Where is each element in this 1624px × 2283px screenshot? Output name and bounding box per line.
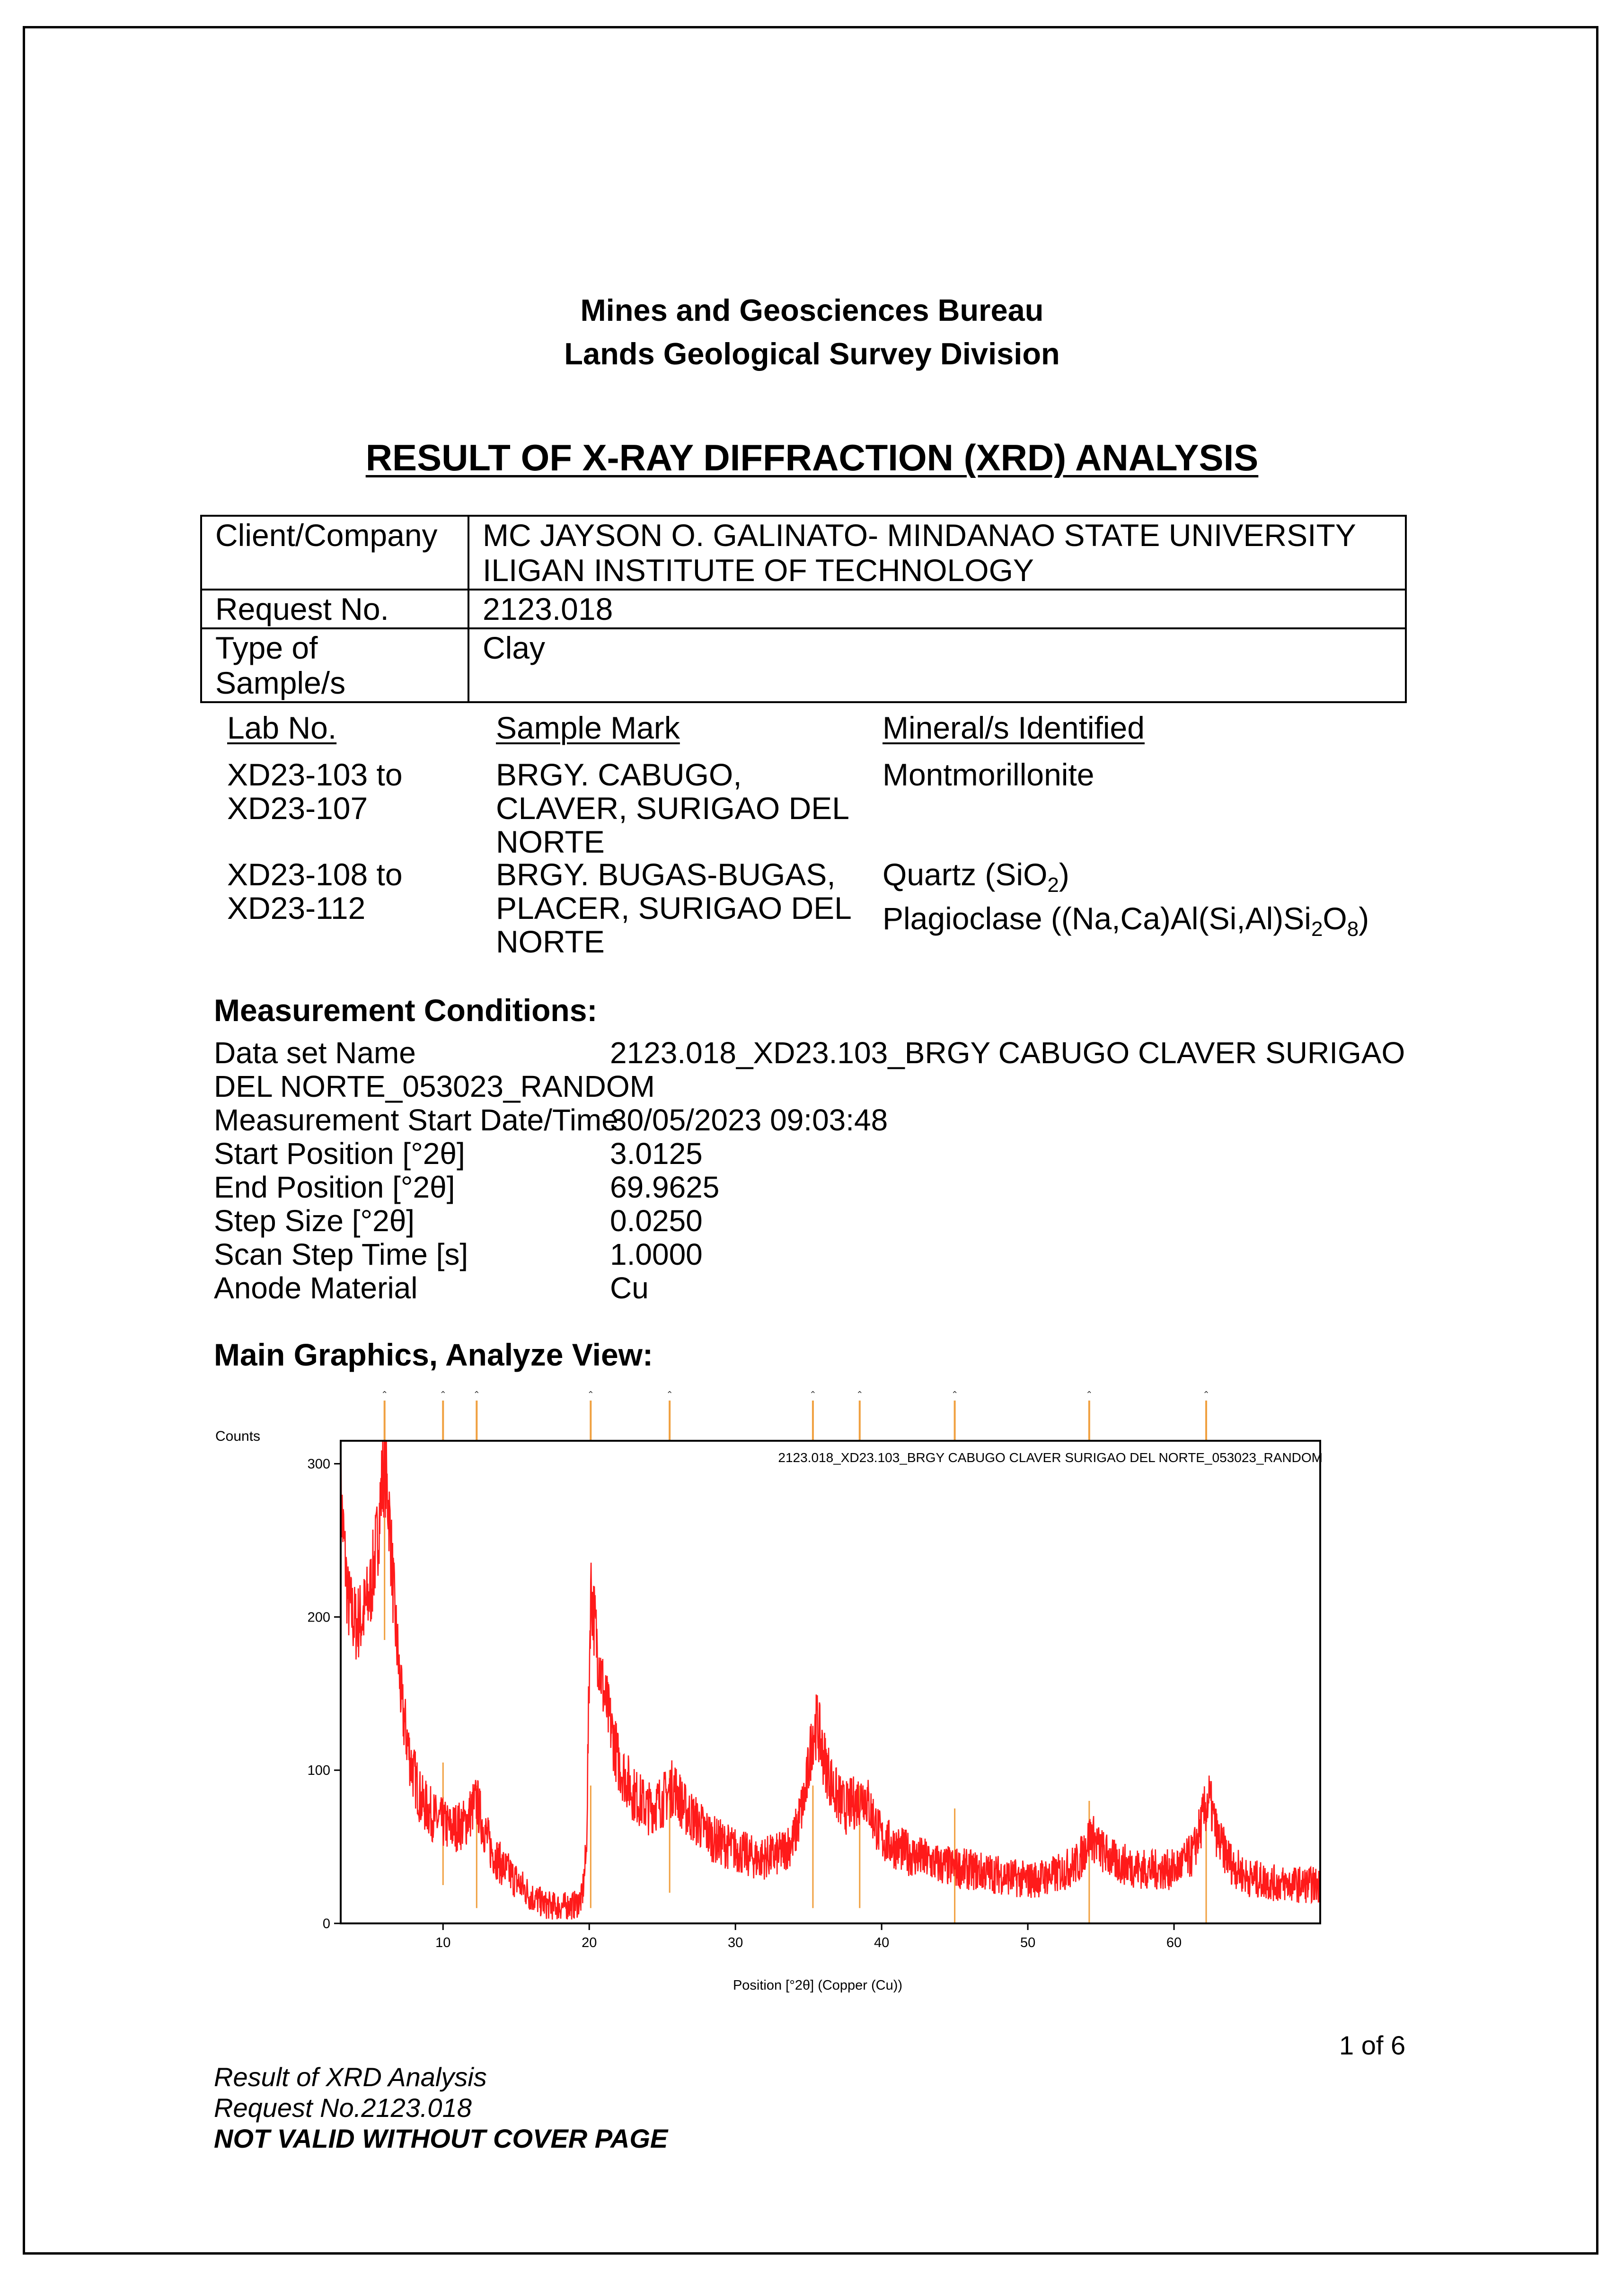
x-tick-label: 40: [874, 1935, 890, 1950]
reference-peak-flag: ⌃: [666, 1390, 673, 1399]
y-tick-label: 300: [307, 1456, 330, 1472]
request-label: Request No.: [201, 590, 468, 628]
mark-line: BRGY. BUGAS-BUGAS,: [496, 857, 836, 892]
formula-subscript: 2: [1311, 917, 1323, 941]
measurement-value: 3.0125: [610, 1137, 703, 1171]
reference-peak-flag: ⌃: [809, 1390, 817, 1399]
dataset-value: 2123.018_XD23.103_BRGY CABUGO CLAVER SURIGAO: [610, 1036, 1405, 1070]
client-value-line: MC JAYSON O. GALINATO- MINDANAO STATE UNIVERSITY: [483, 518, 1356, 553]
formula-part: O: [1323, 901, 1347, 936]
x-tick-label: 20: [582, 1935, 597, 1950]
lab-no-line: XD23-107: [227, 791, 368, 826]
reference-peak-flag: ⌃: [381, 1390, 388, 1399]
sample-type-label: Type of Sample/s: [201, 628, 468, 702]
mark-line: CLAVER, SURIGAO DEL: [496, 791, 849, 826]
plot-frame: [341, 1441, 1320, 1923]
mineral-name: Quartz: [883, 857, 977, 892]
measurement-value: 69.9625: [610, 1170, 720, 1204]
mark-line: NORTE: [496, 924, 605, 959]
mineral-name: Plagioclase: [883, 901, 1042, 936]
measurement-value: 1.0000: [610, 1237, 703, 1271]
x-tick-label: 10: [435, 1935, 451, 1950]
x-axis-label: Position [°2θ] (Copper (Cu)): [733, 1978, 903, 1993]
mineral-montmorillonite: Montmorillonite: [883, 757, 1094, 792]
mark-line: NORTE: [496, 824, 605, 859]
sample-type-value: Clay: [468, 628, 1406, 702]
y-tick-label: 200: [307, 1610, 330, 1625]
measurement-label: Start Position [°2θ]: [214, 1137, 465, 1171]
diffraction-trace: [341, 1441, 1320, 1920]
measurement-label: Measurement Start Date/Time: [214, 1103, 618, 1137]
measurement-label: End Position [°2θ]: [214, 1170, 455, 1204]
graphics-heading: Main Graphics, Analyze View:: [214, 1337, 653, 1372]
reference-peak-flag: ⌃: [1086, 1390, 1093, 1399]
formula-subscript: 2: [1047, 873, 1059, 897]
reference-peak-flag: ⌃: [1202, 1390, 1210, 1399]
x-tick-label: 50: [1020, 1935, 1036, 1950]
lab-no-line: XD23-112: [227, 890, 366, 926]
mark-line: BRGY. CABUGO,: [496, 757, 742, 792]
formula-subscript: 8: [1347, 917, 1359, 941]
formula-part: ): [1359, 901, 1369, 936]
dataset-value-continued: DEL NORTE_053023_RANDOM: [214, 1069, 655, 1103]
measurement-label: Step Size [°2θ]: [214, 1204, 415, 1238]
org-name: Mines and Geosciences Bureau: [580, 293, 1044, 327]
page-number: 1 of 6: [1339, 2030, 1406, 2060]
footer-line: Request No.2123.018: [214, 2093, 472, 2123]
diffraction-series: [341, 1441, 1320, 1920]
reference-peak-flag: ⌃: [951, 1390, 959, 1399]
y-tick-label: 0: [322, 1916, 330, 1931]
reference-peak-flag: ⌃: [856, 1390, 864, 1399]
reference-peak-flag: ⌃: [439, 1390, 447, 1399]
reference-peak-flag: ⌃: [587, 1390, 594, 1399]
formula-part: (SiO: [985, 857, 1048, 892]
client-label: Client/Company: [201, 516, 468, 590]
formula-part: ((Na,Ca)Al(Si,Al)Si: [1050, 901, 1311, 936]
measurement-label: Anode Material: [214, 1271, 418, 1305]
measurement-label: Scan Step Time [s]: [214, 1237, 468, 1271]
measurement-value: Cu: [610, 1271, 649, 1305]
request-value: 2123.018: [468, 590, 1406, 628]
measurement-value: 30/05/2023 09:03:48: [610, 1103, 888, 1137]
lab-no-line: XD23-103 to: [227, 757, 403, 792]
y-tick-label: 100: [307, 1763, 330, 1779]
reference-peak-flag: ⌃: [473, 1390, 480, 1399]
mark-line: PLACER, SURIGAO DEL: [496, 890, 852, 926]
dataset-label: Data set Name: [214, 1036, 416, 1070]
client-value-line: ILIGAN INSTITUTE OF TECHNOLOGY: [483, 553, 1034, 588]
footer: [214, 2062, 668, 2154]
sample-mark-header: Sample Mark: [496, 710, 680, 745]
footer-line: Result of XRD Analysis: [214, 2062, 487, 2092]
measurement-value: 0.0250: [610, 1204, 703, 1238]
footer-validity-note: NOT VALID WITHOUT COVER PAGE: [214, 2124, 668, 2153]
x-tick-label: 60: [1166, 1935, 1182, 1950]
lab-no-header: Lab No.: [227, 710, 337, 745]
measurement-heading: Measurement Conditions:: [214, 993, 598, 1028]
chart-title: 2123.018_XD23.103_BRGY CABUGO CLAVER SURIGAO DEL NORTE_053023_RANDOM: [778, 1450, 1323, 1465]
minerals-header: Mineral/s Identified: [883, 710, 1145, 745]
org-division: Lands Geological Survey Division: [564, 336, 1060, 371]
document-title: RESULT OF X-RAY DIFFRACTION (XRD) ANALYSIS: [365, 437, 1259, 478]
lab-no-line: XD23-108 to: [227, 857, 403, 892]
y-axis-label: Counts: [215, 1428, 261, 1444]
formula-part: ): [1059, 857, 1069, 892]
x-tick-label: 30: [728, 1935, 743, 1950]
